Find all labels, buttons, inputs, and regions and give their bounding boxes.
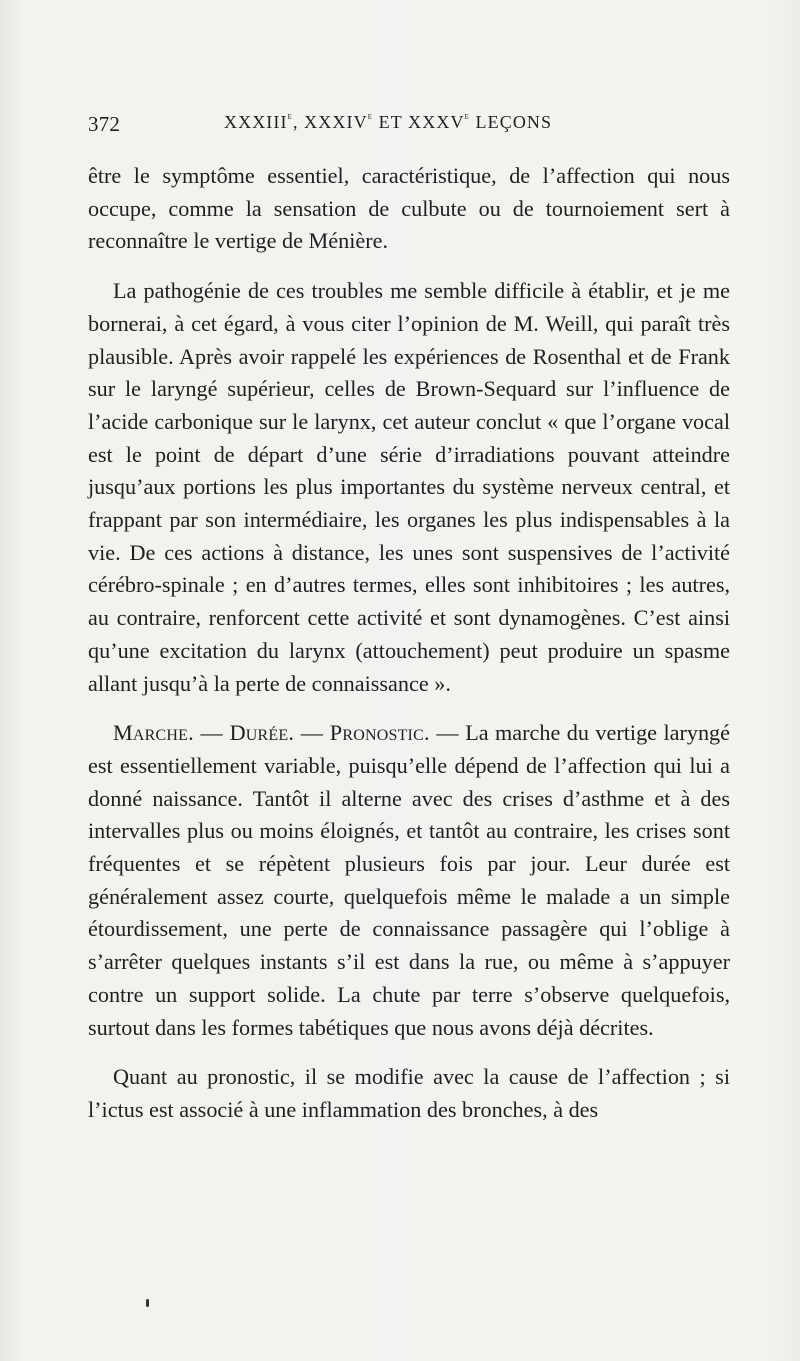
main-text	[88, 160, 730, 1127]
paragraph-3	[88, 717, 730, 1044]
running-head-part-4: LEÇONS	[469, 112, 553, 132]
section-heading: Marche. — Durée. — Pronostic. —	[113, 720, 459, 746]
running-head	[224, 112, 552, 133]
paragraph-2: La pathogénie de ces troubles me semble difficile à établir, et je me bornerai, à cet égard, à vous citer l’opinion de M. Weill, qui paraît très plausible. Après avoir rappelé les expériences de Rosenthal et de Frank sur le laryngé supérieur, celles de Brown-Sequard sur l’influence de l’acide carbonique sur le larynx, cet auteur conclut « que l’organe vocal est le point de départ d’une série d’irradiations pouvant atteindre jusqu’aux portions les plus importantes du système nerveux central, et frappant par son intermédiaire, les organes les plus indispensables à la vie. De ces actions à distance, les unes sont suspensives de l’activité cérébro-spinale ; en d’autres termes, elles sont inhibitoires ; les autres, au contraire, renforcent cette activité et sont dynamogènes. C’est ainsi qu’une excitation du larynx (attouchement) peut produire un spasme allant jusqu’à la perte de connaissance ».	[88, 278, 730, 696]
running-head-superscript-3: e	[464, 111, 470, 122]
ink-speck-mark	[146, 1299, 149, 1307]
page-header	[88, 112, 728, 140]
running-head-superscript-2: e	[367, 111, 374, 122]
paragraph-3-body: La marche du vertige laryngé est essentiellement variable, puisqu’elle dépend de l’affection qui lui a donné naissance. Tantôt il alterne avec des crises d’asthme et à des intervalles plus ou moins éloignés, et tantôt au contraire, les crises sont fréquentes et se répètent plusieurs fois par jour. Leur durée est généralement assez courte, quelquefois même le malade a un simple étourdissement, une perte de connaissance passagère qui l’oblige à s’arrêter quelques instants s’il est dans la rue, ou même à s’appuyer contre un support solide. La chute par terre s’observe quelquefois, surtout dans les formes tabétiques que nous avons déjà décrites.	[88, 720, 730, 1040]
running-head-superscript-1: e	[287, 111, 293, 122]
paragraph-4: Quant au pronostic, il se modifie avec la cause de l’affection ; si l’ictus est associé à une inflammation des bronches, à des	[88, 1064, 730, 1122]
running-head-part-3: ET XXXV	[373, 112, 465, 132]
running-head-part-2: , XXXIV	[292, 112, 368, 132]
page-number: 372	[88, 112, 121, 136]
paragraph-1: être le symptôme essentiel, caractéristique, de l’affection qui nous occupe, comme la sensation de culbute ou de tournoiement sert à reconnaître le vertige de Ménière.	[88, 163, 730, 254]
running-head-part-1: XXXIII	[224, 112, 288, 132]
